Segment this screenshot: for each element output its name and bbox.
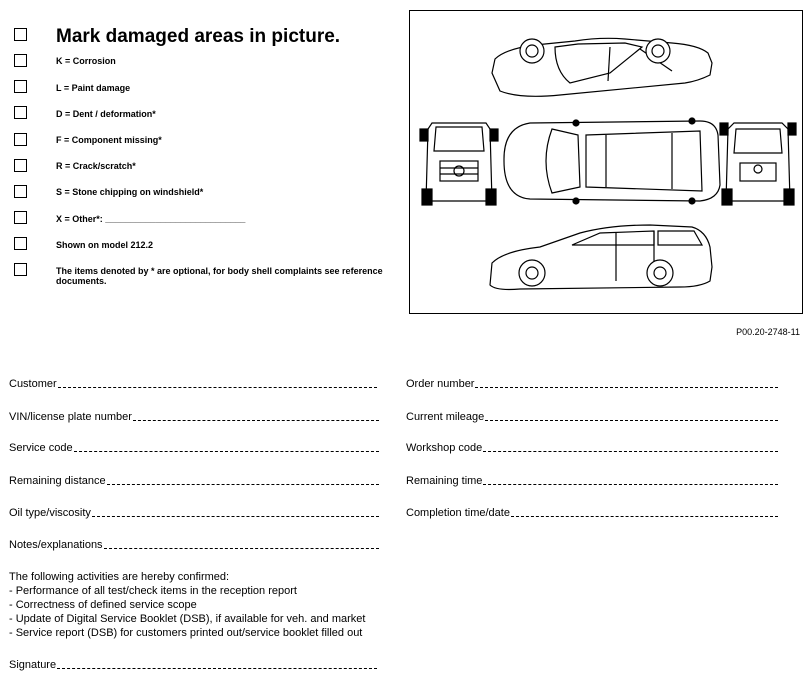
confirmation-block xyxy=(9,570,365,640)
current-mileage-label: Current mileage xyxy=(406,411,485,423)
checkbox-model[interactable] xyxy=(14,237,27,250)
checkbox-stone-chipping[interactable] xyxy=(14,185,27,198)
car-front-view xyxy=(420,123,498,205)
checkbox-other[interactable] xyxy=(14,211,27,224)
customer-label: Customer xyxy=(9,378,57,390)
car-plan-view xyxy=(504,118,720,204)
service-code-field[interactable] xyxy=(9,440,379,454)
workshop-code-label: Workshop code xyxy=(406,442,483,454)
legend-paint-damage: L = Paint damage xyxy=(56,83,131,93)
confirmation-item: - Update of Digital Service Booklet (DSB), if available for veh. and market xyxy=(9,613,366,625)
oil-type-line[interactable] xyxy=(92,516,379,517)
legend-other: X = Other*: ____________________________ xyxy=(56,214,246,224)
car-side-view-top xyxy=(492,38,712,96)
checkbox-component-missing[interactable] xyxy=(14,133,27,146)
remaining-distance-line[interactable] xyxy=(107,484,379,485)
workshop-code-field[interactable] xyxy=(406,440,778,454)
customer-line[interactable] xyxy=(58,387,377,388)
checkbox-optional-note[interactable] xyxy=(14,263,27,276)
remaining-time-label: Remaining time xyxy=(406,475,483,487)
order-number-line[interactable] xyxy=(475,387,778,388)
remaining-distance-field[interactable] xyxy=(9,473,379,487)
vin-field[interactable] xyxy=(9,409,379,423)
notes-label: Notes/explanations xyxy=(9,539,103,551)
car-side-view-bottom xyxy=(490,225,712,290)
completion-time-line[interactable] xyxy=(511,516,778,517)
checkbox-crack[interactable] xyxy=(14,159,27,172)
figure-reference: P00.20-2748-11 xyxy=(736,327,800,337)
checkbox-paint-damage[interactable] xyxy=(14,80,27,93)
oil-type-field[interactable] xyxy=(9,505,379,519)
service-code-line[interactable] xyxy=(74,451,379,452)
legend-crack: R = Crack/scratch* xyxy=(56,161,136,171)
completion-time-field[interactable] xyxy=(406,505,778,519)
legend-component-missing: F = Component missing* xyxy=(56,135,162,145)
checkbox-dent[interactable] xyxy=(14,106,27,119)
workshop-code-line[interactable] xyxy=(483,451,778,452)
vin-line[interactable] xyxy=(133,420,379,421)
car-outline-views xyxy=(410,11,804,315)
order-number-field[interactable] xyxy=(406,376,778,390)
current-mileage-field[interactable] xyxy=(406,409,778,423)
service-code-label: Service code xyxy=(9,442,73,454)
legend-stone-chipping: S = Stone chipping on windshield* xyxy=(56,187,204,197)
order-number-label: Order number xyxy=(406,378,475,390)
remaining-time-field[interactable] xyxy=(406,473,778,487)
signature-line[interactable] xyxy=(57,668,377,669)
current-mileage-line[interactable] xyxy=(485,420,778,421)
confirmation-intro: The following activities are hereby confirmed: xyxy=(9,571,230,583)
vehicle-damage-diagram[interactable] xyxy=(409,10,803,314)
remaining-time-line[interactable] xyxy=(483,484,778,485)
checkbox-corrosion[interactable] xyxy=(14,54,27,67)
customer-field[interactable] xyxy=(9,376,377,390)
legend-dent: D = Dent / deformation* xyxy=(56,109,156,119)
oil-type-label: Oil type/viscosity xyxy=(9,507,91,519)
vin-label: VIN/license plate number xyxy=(9,411,132,423)
confirmation-item: - Correctness of defined service scope xyxy=(9,599,197,611)
remaining-distance-label: Remaining distance xyxy=(9,475,106,487)
legend-optional-note: The items denoted by * are optional, for body shell complaints see reference documents. xyxy=(56,266,383,286)
checkbox-title[interactable] xyxy=(14,28,27,41)
legend-corrosion: K = Corrosion xyxy=(56,56,116,66)
legend-model: Shown on model 212.2 xyxy=(56,240,154,250)
damage-heading: Mark damaged areas in picture. xyxy=(56,26,341,47)
signature-label: Signature xyxy=(9,659,57,671)
completion-time-label: Completion time/date xyxy=(406,507,510,519)
confirmation-item: - Performance of all test/check items in the reception report xyxy=(9,585,297,597)
notes-field[interactable] xyxy=(9,537,379,551)
signature-field[interactable] xyxy=(9,657,377,671)
notes-line[interactable] xyxy=(104,548,379,549)
confirmation-item: - Service report (DSB) for customers printed out/service booklet filled out xyxy=(9,627,363,639)
car-rear-view xyxy=(720,123,796,205)
